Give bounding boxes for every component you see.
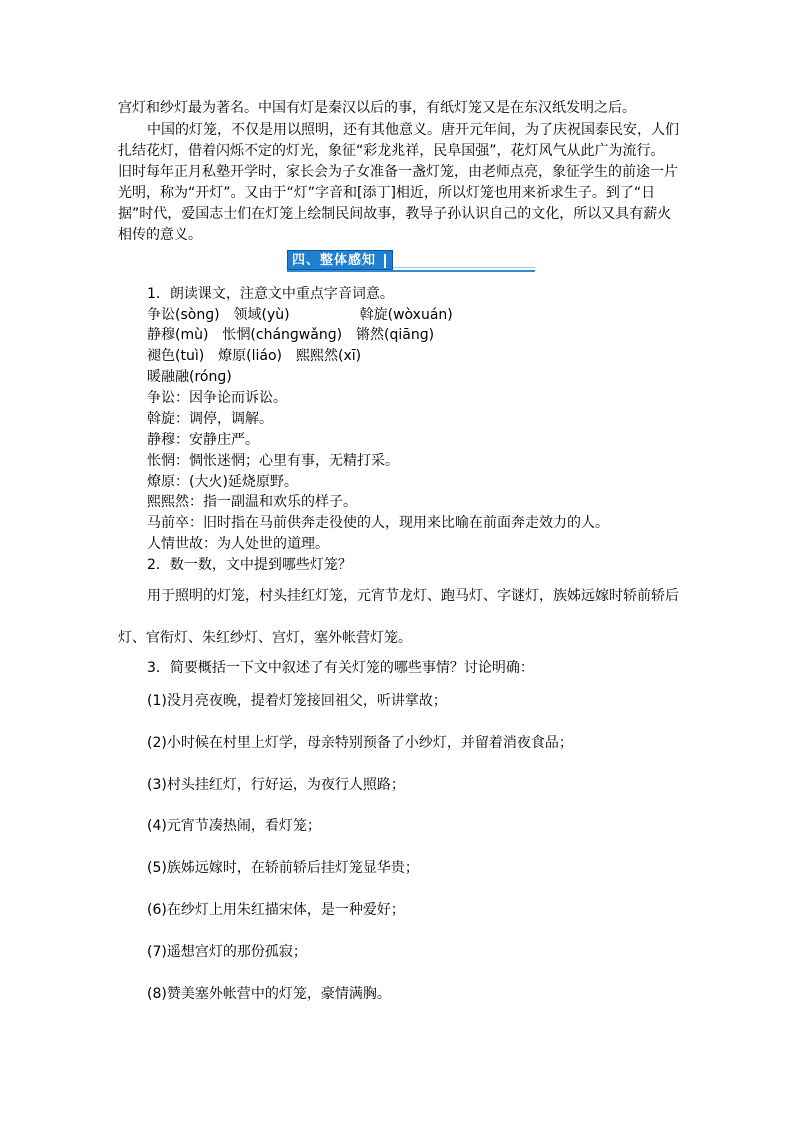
paragraph-line: 宫灯和纱灯最为著名。中国有灯是秦汉以后的事，有纸灯笼又是在东汉纸发明之后。 [118, 100, 636, 116]
pronunciation-line: 褪色(tuì) 燎原(liáo) 熙熙然(xī) [147, 348, 362, 364]
pronunciation-line: 争讼(sònɡ) 领域(yù) 斡旋(wòxuán) [147, 307, 453, 323]
section-title-bar [384, 254, 386, 268]
section-header [287, 250, 535, 272]
paragraph-line: 旧时每年正月私塾开学时，家长会为子女准备一盏灯笼，由老师点亮，象征学生的前途一片 [118, 164, 678, 180]
paragraph-line: 相传的意义。 [118, 227, 202, 243]
pronunciation-line: 静穆(mù) 怅惘(chánɡwǎnɡ) 锵然(qiānɡ) [147, 327, 435, 343]
paragraph-line: 中国的灯笼，不仅是用以照明，还有其他意义。唐开元年间，为了庆祝国泰民安，人们 [147, 122, 679, 138]
definition-line: 马前卒：旧时指在马前供奔走役使的人，现用来比喻在前面奔走效力的人。 [147, 515, 609, 531]
answer-line: 用于照明的灯笼，村头挂红灯笼，元宵节龙灯、跑马灯、字谜灯，族姊远嫁时轿前轿后 [147, 588, 679, 604]
pronunciation-line: 暖融融(rónɡ) [147, 369, 232, 385]
definition-line: 熙熙然：指一副温和欢乐的样子。 [147, 494, 357, 510]
question-3-prompt: 3．简要概括一下文中叙述了有关灯笼的哪些事情？讨论明确： [147, 660, 534, 676]
question-1-prompt: 1．朗读课文，注意文中重点字音词意。 [147, 286, 394, 302]
question-2-prompt: 2．数一数，文中提到哪些灯笼？ [147, 557, 352, 573]
list-item: (7)遥想宫灯的那份孤寂； [147, 944, 307, 960]
list-item: (3)村头挂红灯，行好运，为夜行人照路； [147, 777, 405, 793]
definition-line: 人情世故：为人处世的道理。 [147, 536, 329, 552]
list-item: (2)小时候在村里上灯学，母亲特别预备了小纱灯，并留着消夜食品； [147, 735, 573, 751]
paragraph-line: 光明，称为“开灯”。又由于“灯”字音和[添丁]相近，所以灯笼也用来祈求生子。到了“日 [118, 185, 656, 201]
section-title: 四、整体感知 [292, 253, 377, 268]
list-item: (1)没月亮夜晚，提着灯笼接回祖父，听讲掌故； [147, 693, 447, 709]
definition-line: 斡旋：调停，调解。 [147, 411, 273, 427]
paragraph-line: 据”时代，爱国志士们在灯笼上绘制民间故事，教导子孙认识自己的文化，所以又具有薪火 [118, 206, 672, 222]
answer-line: 灯、官衔灯、朱红纱灯、宫灯，塞外帐营灯笼。 [118, 630, 412, 646]
section-title-tab [287, 250, 393, 270]
paragraph-line: 扎结花灯，借着闪烁不定的灯光，象征“彩龙兆祥，民阜国强”，花灯风气从此广为流行。 [118, 143, 665, 159]
definition-line: 争讼：因争论而诉讼。 [147, 390, 287, 406]
definition-line: 怅惘：惆怅迷惘；心里有事，无精打采。 [147, 453, 399, 469]
list-item: (5)族姊远嫁时，在轿前轿后挂灯笼显华贵； [147, 860, 419, 876]
list-item: (4)元宵节凑热闹，看灯笼； [147, 818, 321, 834]
list-item: (8)赞美塞外帐营中的灯笼，豪情满胸。 [147, 986, 391, 1002]
definition-line: 燎原：(大火)延烧原野。 [147, 474, 298, 490]
list-item: (6)在纱灯上用朱红描宋体，是一种爱好； [147, 902, 405, 918]
definition-line: 静穆：安静庄严。 [147, 432, 259, 448]
